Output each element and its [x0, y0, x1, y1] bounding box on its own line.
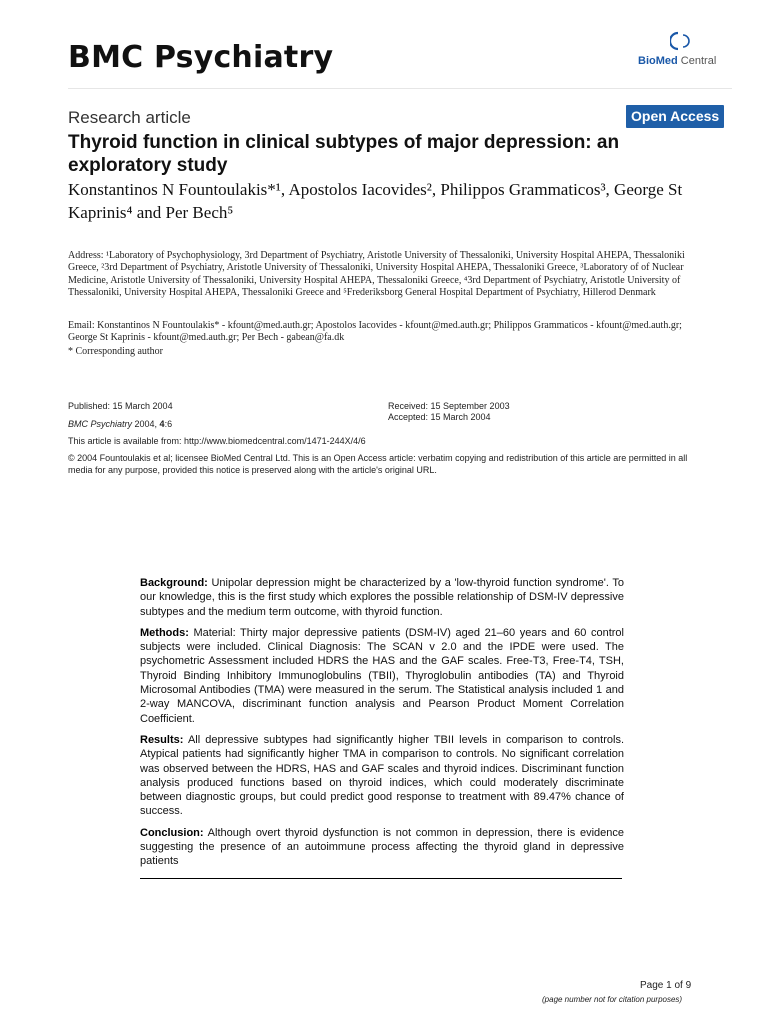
abstract-background	[140, 576, 624, 619]
methods-text: Material: Thirty major depressive patients (DSM-IV) aged 21–60 years and 60 control subjects were included. Clinical Diagnosis: The SCAN v 2.0 and the IPDE were used. The psychometric Assessment included HDRS the HAS and the GAF scales. Free-T3, Free-T4, TSH, Thyroid Binding Inhibitory Immunoglobulins (TBII), Thyroglobulin antibodies (TA) and Thyroid Microsomal Antibodies (TMA) were measured in the serum. The Statistical analysis included 1 and 2-way MANCOVA, discriminant function analysis and Pearson Product Moment Correlation Coefficient.	[140, 626, 624, 725]
abstract-methods	[140, 626, 624, 726]
conclusion-text: Although overt thyroid dysfunction is not common in depression, there is evidence suggesting the presence of an autoimmune process affecting the thyroid gland in depressive patients	[140, 826, 624, 868]
abstract	[140, 576, 624, 876]
accepted-date: Accepted: 15 March 2004	[388, 412, 491, 422]
received-date: Received: 15 September 2003	[388, 401, 510, 411]
citation	[68, 418, 172, 430]
author-list: Konstantinos N Fountoulakis*¹, Apostolos Iacovides², Philippos Grammaticos³, George St Kaprinis⁴ and Per Bech⁵	[68, 180, 683, 222]
author-addresses: Address: ¹Laboratory of Psychophysiology, 3rd Department of Psychiatry, Aristotle University of Thessaloniki, University Hospital AHEPA, Thessaloniki Greece, ²3rd Department of Psychiatry, Aristotle University of Thessaloniki, University Hospital AHEPA, Thessaloniki Greece, ³Laboratory of of Nuclear Medicine, Aristotle University of Thessaloniki, University Hospital AHEPA, Thessaloniki Greece, ⁴3rd Department of Psychiatry, Aristotle University of Thessaloniki, University Hospital AHEPA, Thessaloniki Greece and ⁵Frederiksborg General Hospital Department of Psychiatry, Hillerod Denmark	[68, 250, 685, 298]
biomed-central-logo	[638, 30, 738, 70]
article-type: Research article	[68, 108, 191, 127]
page-number: Page 1 of 9	[640, 980, 692, 991]
header-divider	[68, 88, 732, 89]
citation-volume: 4	[159, 419, 165, 429]
abstract-conclusion	[140, 826, 624, 869]
author-emails: Email: Konstantinos N Fountoulakis* - kfount@med.auth.gr; Apostolos Iacovides - kfount@med.auth.gr; Philippos Grammaticos - kfount@med.auth.gr; George St Kaprinis - kfount@med.auth.gr; Per Bech - gabean@fa.dk	[68, 320, 682, 344]
corresponding-author-note: * Corresponding author	[68, 346, 163, 357]
logo-central: Central	[680, 55, 717, 67]
results-label: Results:	[140, 733, 184, 746]
journal-title: BMC Psychiatry	[68, 40, 334, 75]
citation-issue: :6	[164, 419, 173, 429]
methods-label: Methods:	[140, 626, 189, 639]
logo-biomed: BioMed	[638, 55, 678, 67]
article-url-line: This article is available from: http://www.biomedcentral.com/1471-244X/4/6	[68, 436, 366, 446]
page-number-note: (page number not for citation purposes)	[542, 995, 683, 1004]
background-label: Background:	[140, 577, 208, 589]
abstract-results	[140, 733, 624, 819]
conclusion-label: Conclusion:	[140, 826, 204, 839]
open-access-badge: Open Access	[626, 105, 724, 128]
copyright-notice: © 2004 Fountoulakis et al; licensee BioMed Central Ltd. This is an Open Access article: verbatim copying and redistribution of this article are permitted in all media for any purpose, provided this notice is preserved along with the article's original URL.	[68, 453, 688, 475]
citation-year: 2004,	[132, 419, 160, 429]
publisher-logo-text	[638, 55, 716, 67]
article-title: Thyroid function in clinical subtypes of major depression: an exploratory study	[68, 132, 620, 176]
citation-journal: BMC Psychiatry	[68, 419, 133, 429]
published-date: Published: 15 March 2004	[68, 401, 173, 411]
results-text: All depressive subtypes had significantly higher TBII levels in comparison to controls. Atypical patients had significantly higher TMA in comparison to controls. No significant correlation was observed between the HDRS, HAS and GAF scales and thyroid indices. Discriminant function analysis produced functions based on thyroid indices, which could moderately discriminate between diagnostic groups, but could predict good response to treatment with 89.47% chance of success.	[140, 733, 624, 818]
biomed-logo-icon	[670, 30, 692, 52]
background-text: Unipolar depression might be characterized by a 'low-thyroid function syndrome'. To our knowledge, this is the first study which explores the possible relationship of DSM-IV depressive subtypes and the medium term outcome, with thyroid function.	[140, 577, 624, 618]
abstract-bottom-rule	[140, 878, 622, 879]
